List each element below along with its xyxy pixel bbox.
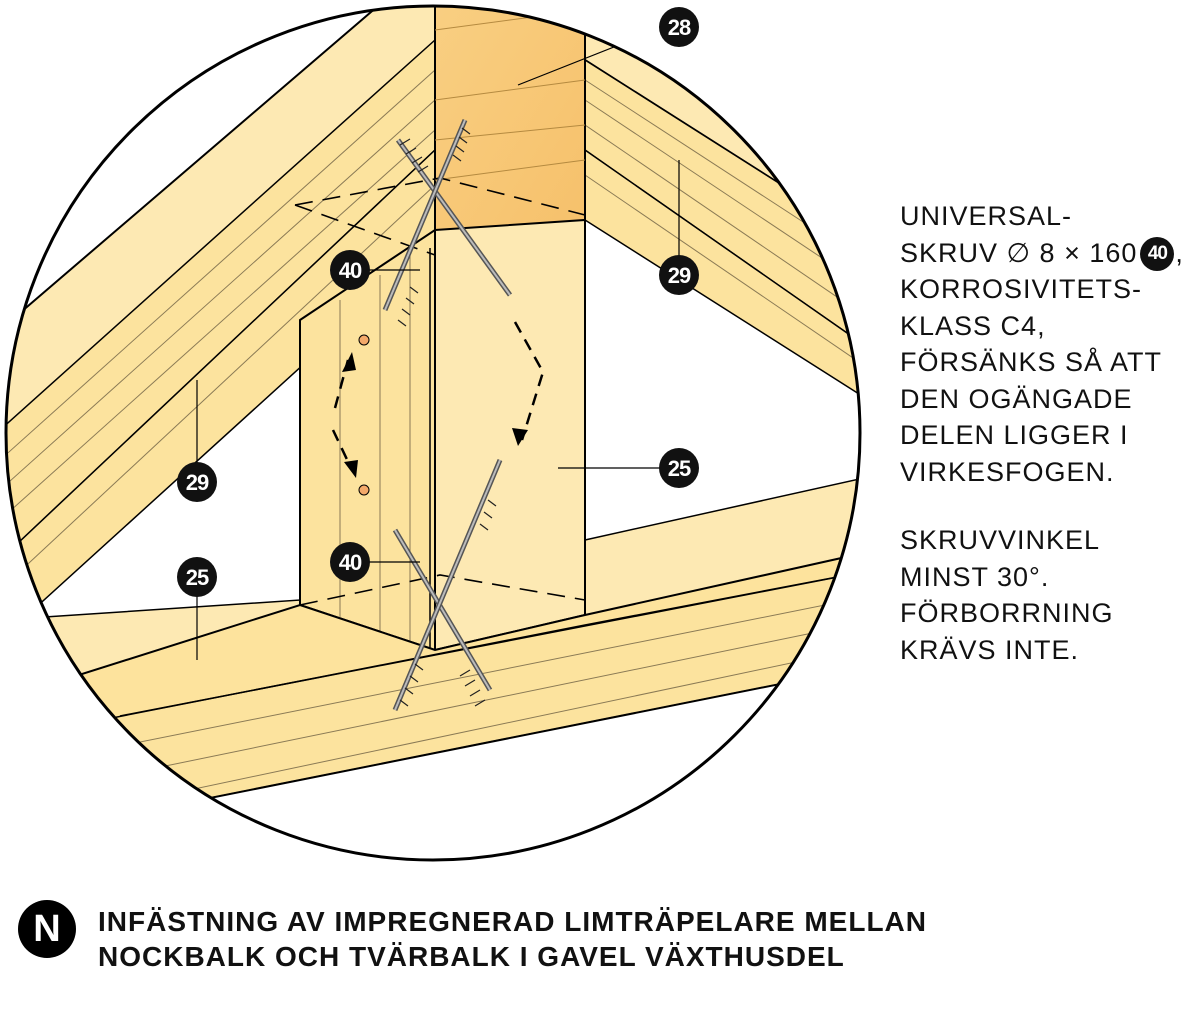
callout-28-label: 28 xyxy=(667,15,691,40)
callout-29-left-label: 29 xyxy=(185,470,209,495)
ridge-beam-end xyxy=(435,0,585,250)
callout-40-upper xyxy=(330,250,370,290)
note-line-1: UNIVERSAL- xyxy=(900,201,1073,231)
note-screw-size: SKRUV ∅ 8 × 160 xyxy=(900,237,1138,268)
angle-line-3: FÖRBORRNING xyxy=(900,598,1114,628)
note-line-3: KORROSIVITETS- xyxy=(900,274,1143,305)
note-line-5: FÖRSÄNKS SÅ ATT xyxy=(900,347,1163,378)
callout-25-beam-label: 25 xyxy=(185,565,209,590)
screw-spec-note xyxy=(900,198,1184,490)
note-callout-40: 40 xyxy=(1140,237,1174,271)
callout-40-lower-label: 40 xyxy=(338,550,362,575)
note-line-8: VIRKESFOGEN. xyxy=(900,456,1115,487)
note-line-2 xyxy=(900,235,1184,272)
note-line-4: KLASS C4, xyxy=(900,310,1046,341)
callout-29-right-label: 29 xyxy=(667,263,691,288)
note-line-6: DEN OGÄNGADE xyxy=(900,383,1133,414)
caption-letter-badge: N xyxy=(18,900,76,958)
callout-28 xyxy=(659,7,699,47)
note-line-7: DELEN LIGGER I xyxy=(900,420,1129,451)
caption-text xyxy=(98,904,927,974)
angle-line-4: KRÄVS INTE. xyxy=(900,634,1080,665)
caption-line-2: NOCKBALK OCH TVÄRBALK I GAVEL VÄXTHUSDEL xyxy=(98,941,845,972)
callout-25-post xyxy=(659,448,699,488)
screw-angle-note xyxy=(900,522,1114,668)
callout-29-right xyxy=(659,255,699,295)
callout-40-lower xyxy=(330,542,370,582)
callout-29-left xyxy=(177,462,217,502)
callout-25-beam xyxy=(177,557,217,597)
callout-40-upper-label: 40 xyxy=(338,258,362,283)
note-comma: , xyxy=(1175,237,1184,268)
angle-line-2: MINST 30°. xyxy=(900,561,1050,592)
caption-line-1: INFÄSTNING AV IMPREGNERAD LIMTRÄPELARE MELLAN xyxy=(98,906,927,937)
figure-caption xyxy=(18,900,1178,990)
angle-line-1: SKRUVVINKEL xyxy=(900,525,1101,555)
callout-25-post-label: 25 xyxy=(667,456,691,481)
